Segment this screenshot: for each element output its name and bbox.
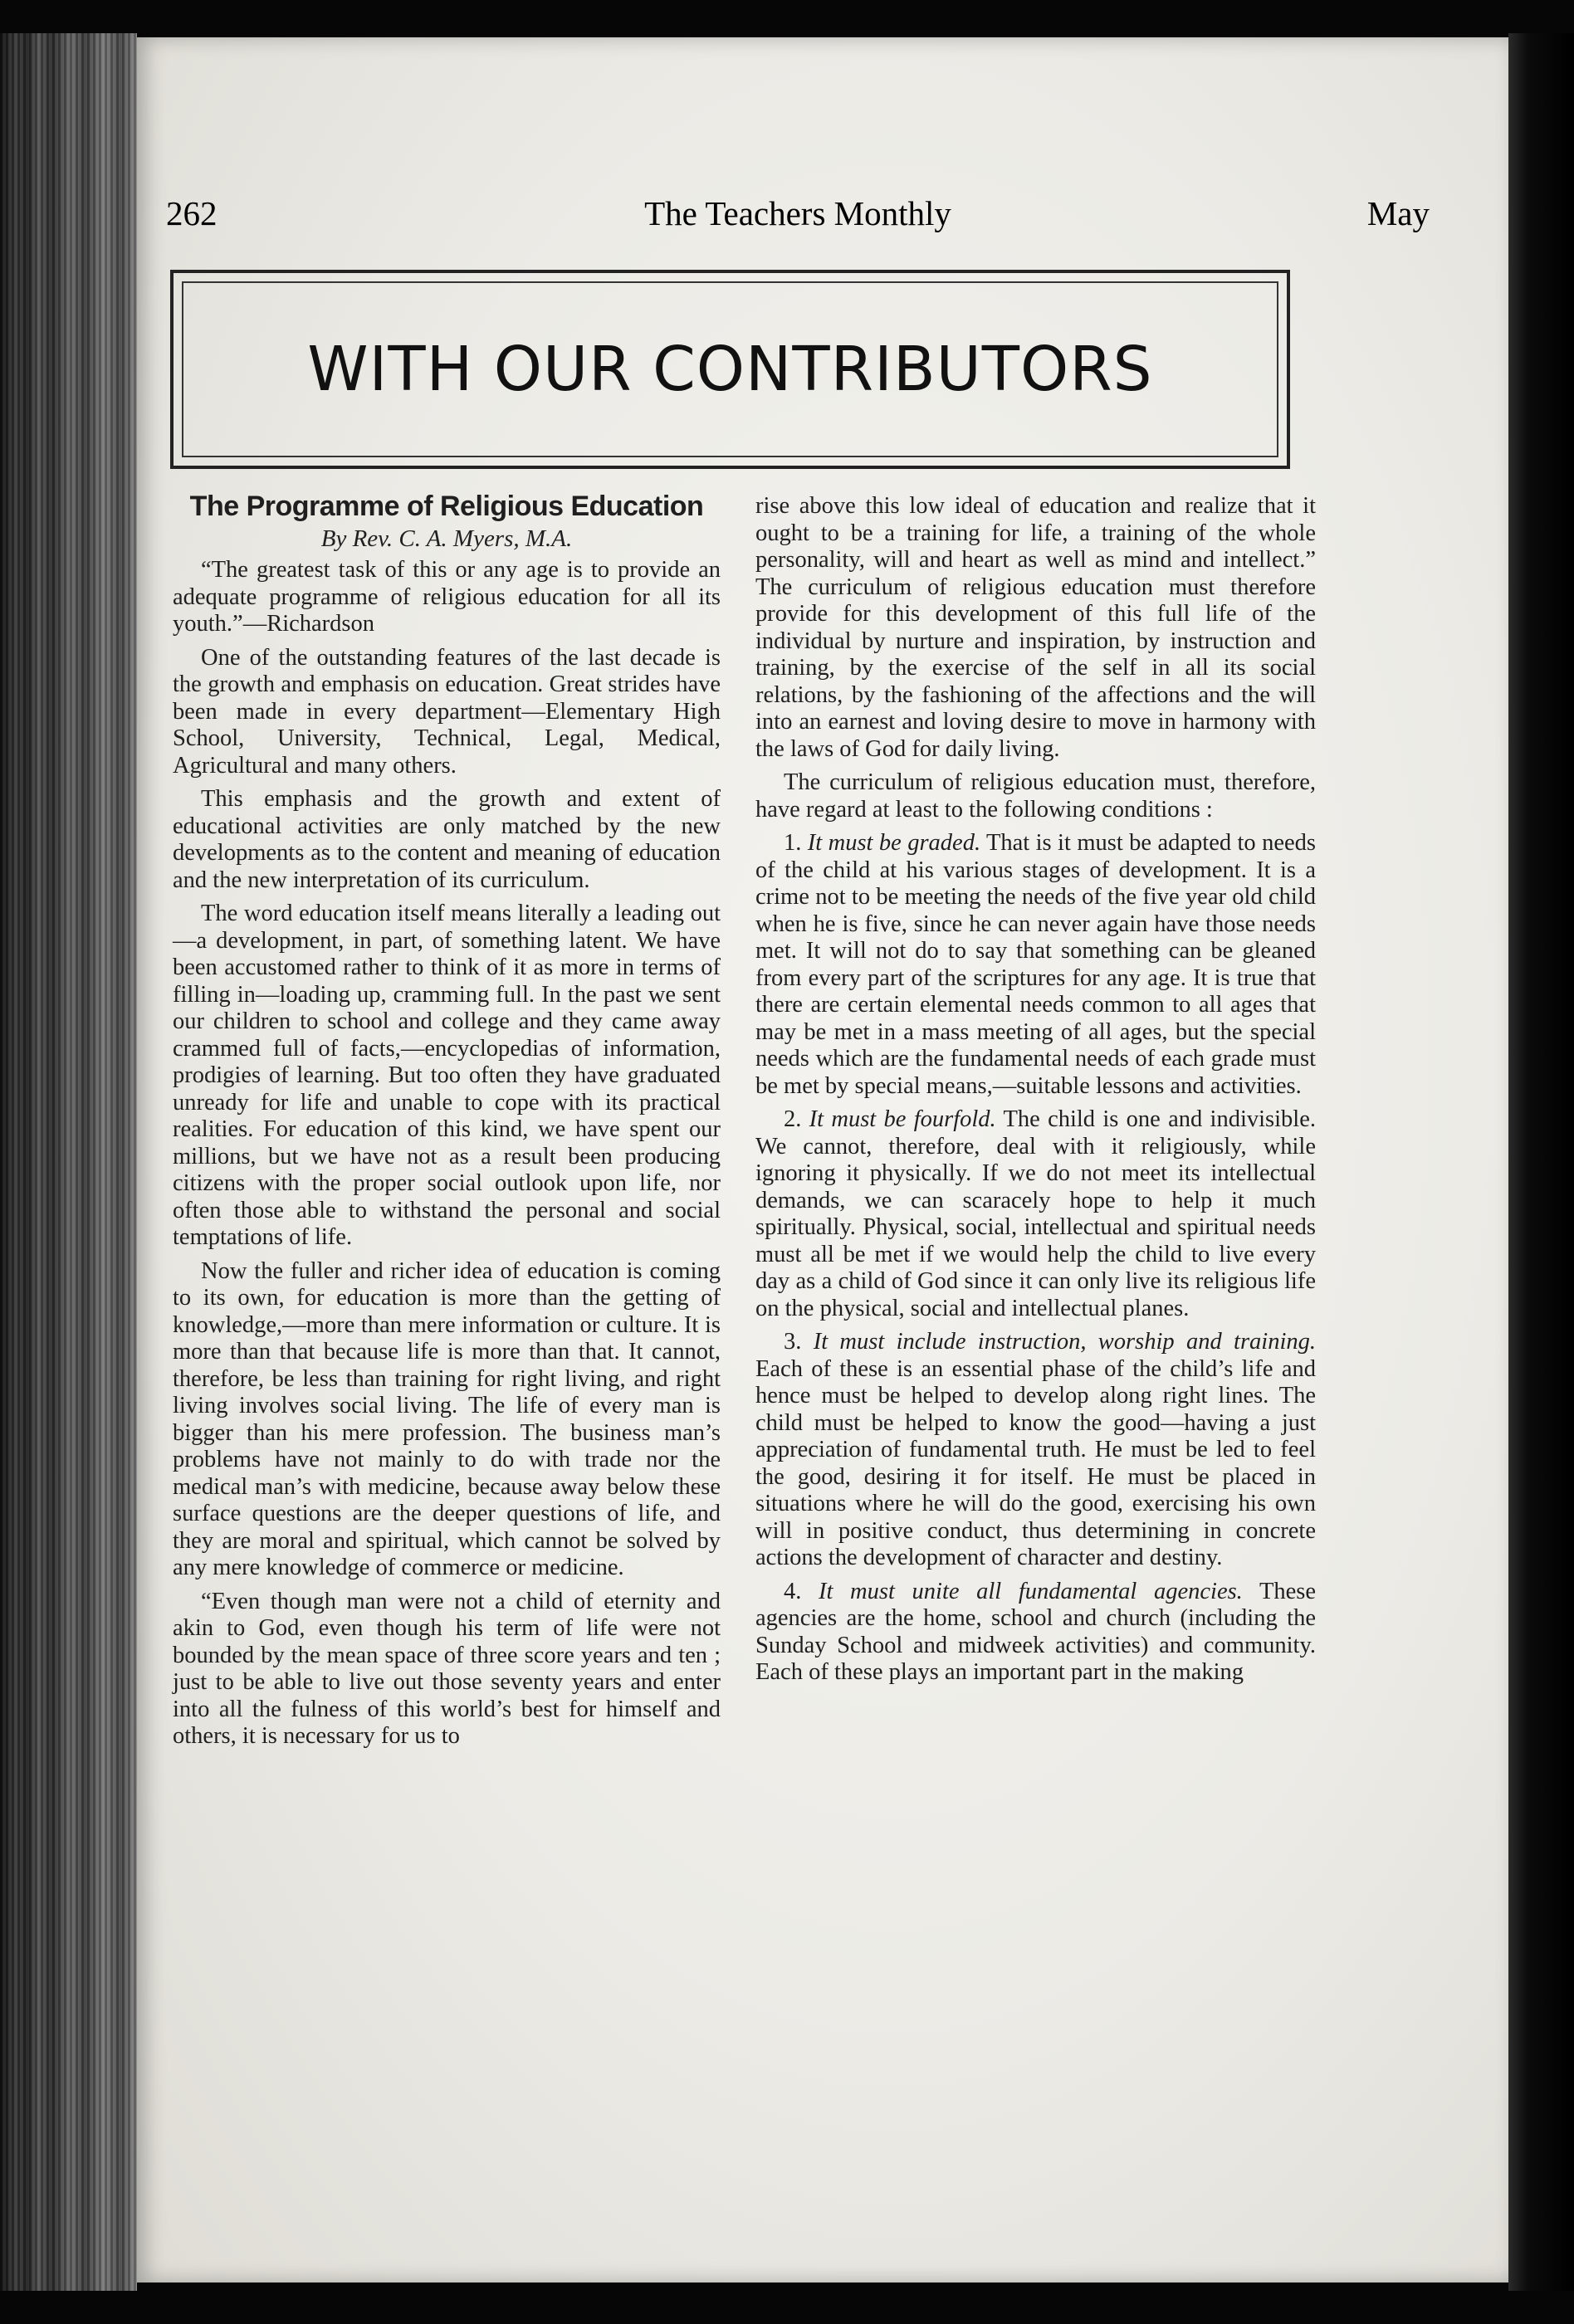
body-paragraph: The word education itself means literally a leading out—a development, in part, of something latent. We have been accustomed rather to think of it as more in terms of filling in—loading up, cramming full. In the past we sent our children to school and college and they came away crammed full of facts,—encyclopedias of information, prodigies of learning. But too often they have graduated unready for life and unable to cope with its practical realities. For education of this kind, we have spent our millions, but we have not as a result been producing citizens with the proper social outlook upon life, nor often those able to withstand the personal and social temptations of life. — [173, 901, 721, 1250]
body-paragraph: Now the fuller and richer idea of education is coming to its own, for education is more than the getting of knowledge,—more than mere information or culture. It is more than that because life is more than that. It cannot, therefore, be less than training for right living, and right living involves social living. The life of every man is bigger than his mere profession. The business man’s problems have not mainly to do with trade nor the medical man’s with medicine, because away below these surface questions are the deeper questions of life, and they are moral and spiritual, which cannot be solved by any mere knowledge of commerce or medicine. — [173, 1257, 721, 1580]
condition-text: These agencies are the home, school and church (including the Sunday School and midweek activities) and community. Each of these plays an important part in the making — [755, 1578, 1316, 1685]
right-column — [755, 493, 1316, 1693]
body-paragraph: The curriculum of religious education must, therefore, have regard at least to the following conditions : — [755, 769, 1316, 823]
section-banner — [170, 270, 1290, 469]
condition-item — [755, 1106, 1316, 1322]
condition-text: Each of these is an essential phase of the child’s life and hence must be helped to develop along right lines. The child must be helped to know the good—having a just appreciation of fundamental truth. He must be led to feel the good, desiring it for itself. He must be placed in situations where he will do the good, exercising his own will in positive conduct, thus determining in concrete actions the development of character and destiny. — [755, 1355, 1316, 1570]
epigraph: “The greatest task of this or any age is to provide an adequate programme of religious education for all its youth.”—Richardson — [173, 557, 721, 637]
issue-month: May — [1366, 194, 1430, 232]
condition-number: 1. — [784, 830, 802, 856]
condition-text: The child is one and indivisible. We cannot, therefore, deal with it religiously, while ignoring it physically. If we do not meet its intellectual demands, we can scaracely hope to help it much spiritually. Physical, social, intellectual and spiritual needs must all be met if we would help the child to live every day as a child of God since it can only live its religious life on the physical, social and intellectual planes. — [755, 1106, 1316, 1321]
book-binding — [0, 33, 137, 2291]
section-title: WITH OUR CONTRIBUTORS — [307, 334, 1153, 405]
body-paragraph: This emphasis and the growth and extent of educational activities are only matched by the new developments as to the content and meaning of education and the new interpretation of its curriculum. — [173, 786, 721, 893]
body-paragraph: rise above this low ideal of education and realize that it ought to be a training for life, a training of the whole personality, will and heart as well as mind and intellect.” The curriculum of religious education must therefore provide for this development of this full life of the individual by nurture and inspiration, by instruction and training, by the exercise of the self in all its social relations, by the fashioning of the affections and the will into an earnest and loving desire to move in harmony with the laws of God for daily living. — [755, 493, 1316, 762]
condition-label: It must include instruction, worship and training. — [813, 1329, 1316, 1355]
condition-label: It must be graded. — [807, 830, 981, 856]
condition-number: 3. — [784, 1329, 802, 1355]
article-byline: By Rev. C. A. Myers, M.A. — [320, 525, 573, 552]
page-number: 262 — [166, 194, 218, 232]
left-column — [173, 493, 721, 1757]
condition-item — [755, 1579, 1316, 1687]
body-paragraph: One of the outstanding features of the last decade is the growth and emphasis on education. Great strides have been made in every department—Elementary High School, University, Technical, Legal, Medical, Agricultural and many others. — [173, 644, 721, 779]
condition-number: 4. — [784, 1578, 802, 1604]
body-paragraph: “Even though man were not a child of eternity and akin to God, even though his term of life were not bounded by the mean space of three score years and ten ; just to be able to live out those seventy years and enter into all the fulness of this world’s best for himself and others, it is necessary for us to — [173, 1588, 721, 1749]
condition-label: It must unite all fundamental agencies. — [819, 1578, 1243, 1604]
page-edge-shadow — [1508, 33, 1574, 2291]
condition-item — [755, 830, 1316, 1100]
condition-item — [755, 1329, 1316, 1572]
condition-label: It must be fourfold. — [809, 1106, 996, 1132]
article-title: The Programme of Religious Education — [189, 491, 704, 522]
condition-number: 2. — [784, 1106, 802, 1132]
journal-title: The Teachers Monthly — [644, 194, 951, 232]
running-head — [166, 193, 1430, 243]
condition-text: That is it must be adapted to needs of the child at his various stages of development. It is a crime not to be meeting the needs of the five year old child when he is five, since he can never again have those needs met. It will not do to say that something can be gleaned from every part of the scriptures for any age. It is true that there are certain elemental needs common to all ages that may be met in a mass meeting of all ages, but the special needs which are the fundamental needs of each grade must be met by special means,—suitable lessons and activities. — [755, 830, 1316, 1099]
